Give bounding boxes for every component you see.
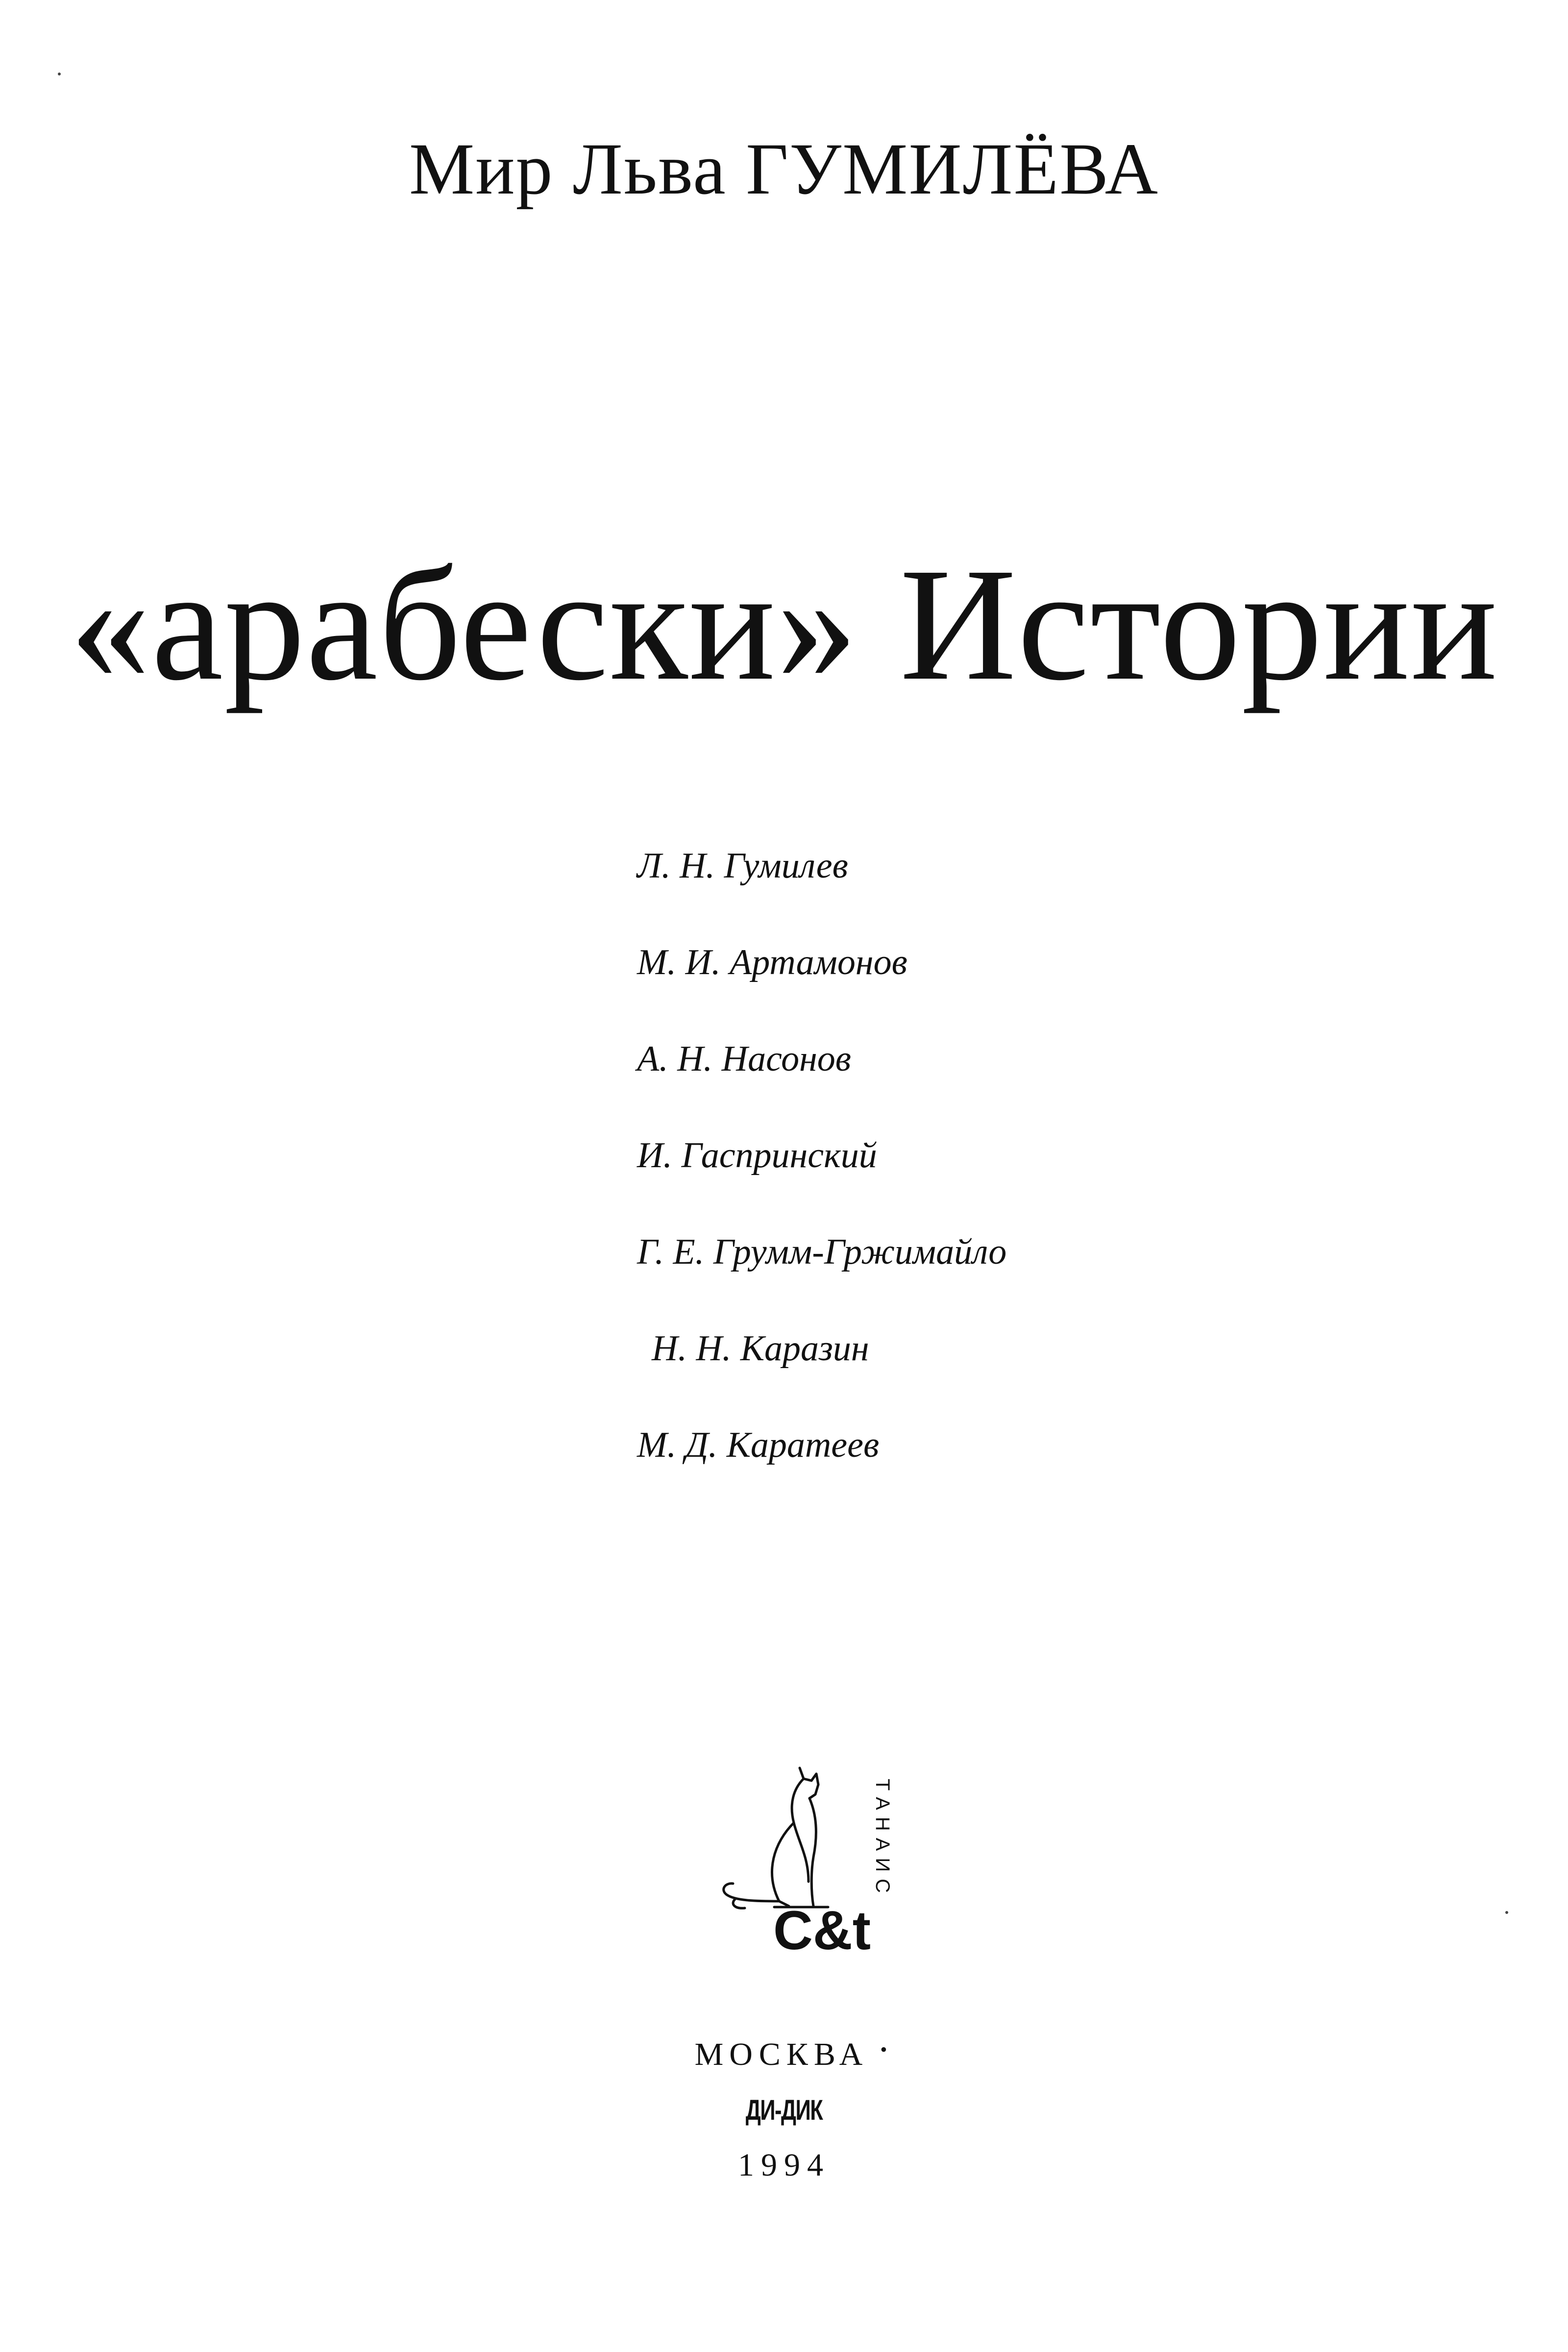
imprint-publisher: ДИ-ДИК: [745, 2094, 823, 2126]
imprint-year: 1994: [738, 2147, 830, 2183]
author-name: И. Гаспринский: [637, 1135, 877, 1176]
author-name: Л. Н. Гумилев: [637, 846, 848, 886]
imprint-city: МОСКВА: [694, 2036, 869, 2072]
author-name: А. Н. Насонов: [637, 1039, 851, 1079]
series-title: Мир Льва ГУМИЛЁВА: [409, 128, 1159, 210]
bullet-icon: •: [880, 2038, 893, 2060]
author-name: Н. Н. Каразин: [652, 1328, 869, 1369]
imprint-city-line: [20, 2038, 1568, 2071]
author-name: Г. Е. Грумм-Гржимайло: [637, 1232, 1007, 1272]
publisher-logo: [715, 1759, 902, 1965]
logo-mark: C&t: [773, 1900, 871, 1961]
author-name: М. И. Артамонов: [637, 942, 907, 982]
author-list: [637, 848, 1225, 1523]
imprint: [0, 2038, 1568, 2181]
scan-speck: [1505, 1911, 1508, 1914]
cat-icon: [715, 1759, 902, 1965]
logo-name: ТАНАИС: [872, 1779, 893, 1900]
author-name: М. Д. Каратеев: [637, 1425, 880, 1465]
scan-speck: [58, 73, 61, 75]
book-title: «арабески» Истории: [70, 535, 1498, 714]
